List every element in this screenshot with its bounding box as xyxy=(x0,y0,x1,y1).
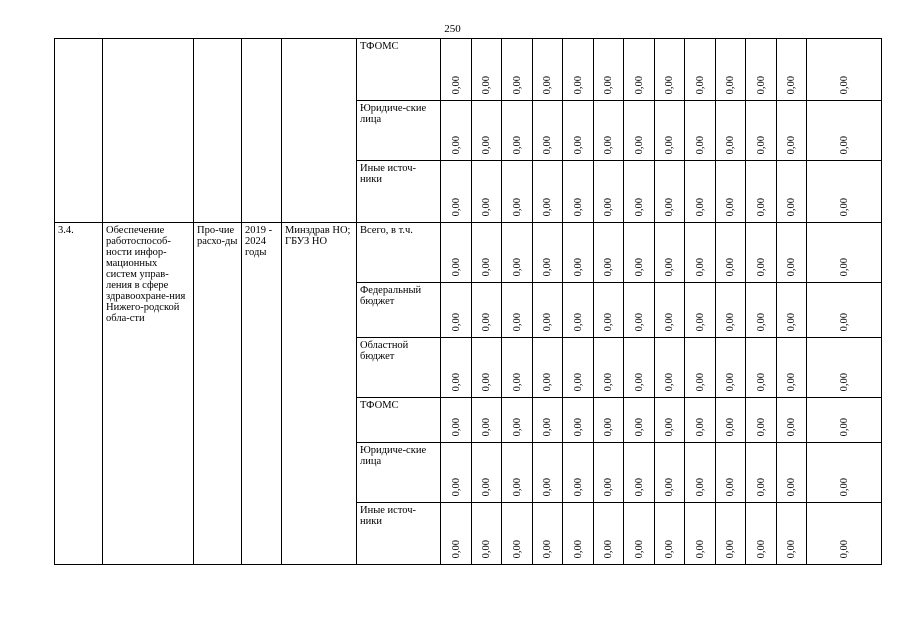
value-text: 0,00 xyxy=(664,539,675,558)
table-row xyxy=(55,39,882,101)
value-text: 0,00 xyxy=(542,417,553,436)
value-cell xyxy=(716,223,746,283)
source-cell: Федеральный бюджет xyxy=(357,283,441,338)
value-cell xyxy=(685,283,716,338)
value-text: 0,00 xyxy=(755,257,767,276)
value-text: 0,00 xyxy=(511,417,523,436)
value-text: 0,00 xyxy=(755,312,767,331)
value-cell xyxy=(472,39,502,101)
value-text: 0,00 xyxy=(481,75,492,94)
value-text: 0,00 xyxy=(725,417,736,436)
source-cell: ТФОМС xyxy=(357,398,441,443)
value-text: 0,00 xyxy=(603,75,614,94)
value-text: 0,00 xyxy=(572,477,584,496)
value-cell xyxy=(685,161,716,223)
value-text: 0,00 xyxy=(511,257,523,276)
value-cell xyxy=(502,223,533,283)
value-cell xyxy=(746,101,777,161)
value-cell xyxy=(472,101,502,161)
item-name-cell: Обеспечение работоспособ-ности инфор-мационных систем управ-ления в сфере здравоохране-ния Нижего-родской обла-сти xyxy=(103,223,194,565)
value-text: 0,00 xyxy=(450,477,462,496)
value-cell xyxy=(441,283,472,338)
value-text: 0,00 xyxy=(542,257,553,276)
value-text: 0,00 xyxy=(450,75,462,94)
value-text: 0,00 xyxy=(725,135,736,154)
value-cell xyxy=(533,101,563,161)
value-text: 0,00 xyxy=(572,539,584,558)
value-cell xyxy=(807,503,882,565)
continued-type-cell xyxy=(194,39,242,223)
value-cell xyxy=(777,223,807,283)
value-text: 0,00 xyxy=(755,477,767,496)
value-cell xyxy=(716,283,746,338)
value-text: 0,00 xyxy=(694,75,706,94)
value-text: 0,00 xyxy=(603,312,614,331)
continued-period-cell xyxy=(242,39,282,223)
value-cell xyxy=(594,443,624,503)
value-text: 0,00 xyxy=(572,417,584,436)
value-cell xyxy=(716,503,746,565)
value-cell xyxy=(594,161,624,223)
value-text: 0,00 xyxy=(838,372,850,391)
value-text: 0,00 xyxy=(633,477,645,496)
value-cell xyxy=(441,161,472,223)
value-cell xyxy=(502,398,533,443)
value-cell xyxy=(746,443,777,503)
continued-name-cell xyxy=(103,39,194,223)
value-cell xyxy=(563,223,594,283)
value-cell xyxy=(746,223,777,283)
value-cell xyxy=(533,223,563,283)
value-text: 0,00 xyxy=(664,417,675,436)
value-text: 0,00 xyxy=(664,477,675,496)
value-cell xyxy=(655,223,685,283)
value-text: 0,00 xyxy=(572,197,584,216)
value-text: 0,00 xyxy=(664,135,675,154)
value-text: 0,00 xyxy=(511,539,523,558)
value-text: 0,00 xyxy=(481,312,492,331)
value-text: 0,00 xyxy=(542,539,553,558)
value-text: 0,00 xyxy=(603,417,614,436)
value-cell xyxy=(777,398,807,443)
value-text: 0,00 xyxy=(838,417,850,436)
value-text: 0,00 xyxy=(633,539,645,558)
value-text: 0,00 xyxy=(603,197,614,216)
value-text: 0,00 xyxy=(694,477,706,496)
value-cell xyxy=(746,161,777,223)
value-text: 0,00 xyxy=(511,135,523,154)
value-cell xyxy=(746,338,777,398)
value-cell xyxy=(807,39,882,101)
value-cell xyxy=(655,39,685,101)
value-text: 0,00 xyxy=(838,75,850,94)
value-cell xyxy=(746,283,777,338)
value-cell xyxy=(716,39,746,101)
value-text: 0,00 xyxy=(694,417,706,436)
value-cell xyxy=(533,503,563,565)
value-cell xyxy=(533,398,563,443)
value-text: 0,00 xyxy=(542,477,553,496)
value-cell xyxy=(563,398,594,443)
value-text: 0,00 xyxy=(786,75,797,94)
value-text: 0,00 xyxy=(838,257,850,276)
value-text: 0,00 xyxy=(755,197,767,216)
value-cell xyxy=(563,283,594,338)
value-cell xyxy=(502,39,533,101)
value-text: 0,00 xyxy=(694,539,706,558)
value-cell xyxy=(746,503,777,565)
value-cell xyxy=(502,161,533,223)
value-text: 0,00 xyxy=(725,197,736,216)
value-text: 0,00 xyxy=(633,75,645,94)
value-text: 0,00 xyxy=(838,312,850,331)
value-cell xyxy=(472,443,502,503)
value-text: 0,00 xyxy=(572,372,584,391)
value-cell xyxy=(807,398,882,443)
value-text: 0,00 xyxy=(694,135,706,154)
value-cell xyxy=(472,283,502,338)
value-cell xyxy=(502,338,533,398)
source-cell: Всего, в т.ч. xyxy=(357,223,441,283)
value-text: 0,00 xyxy=(725,539,736,558)
value-cell xyxy=(716,161,746,223)
value-cell xyxy=(716,101,746,161)
value-text: 0,00 xyxy=(838,197,850,216)
value-cell xyxy=(807,338,882,398)
value-text: 0,00 xyxy=(481,257,492,276)
value-cell xyxy=(594,338,624,398)
value-text: 0,00 xyxy=(450,417,462,436)
value-cell xyxy=(563,443,594,503)
value-text: 0,00 xyxy=(838,539,850,558)
value-cell xyxy=(685,101,716,161)
value-text: 0,00 xyxy=(603,539,614,558)
value-text: 0,00 xyxy=(481,197,492,216)
value-text: 0,00 xyxy=(633,197,645,216)
value-cell xyxy=(441,398,472,443)
item-type-cell: Про-чие расхо-ды xyxy=(194,223,242,565)
value-cell xyxy=(685,223,716,283)
value-cell xyxy=(472,223,502,283)
value-cell xyxy=(594,101,624,161)
value-text: 0,00 xyxy=(694,197,706,216)
value-text: 0,00 xyxy=(633,257,645,276)
value-cell xyxy=(472,338,502,398)
value-text: 0,00 xyxy=(542,372,553,391)
value-cell xyxy=(716,338,746,398)
value-text: 0,00 xyxy=(450,135,462,154)
value-cell xyxy=(807,443,882,503)
value-text: 0,00 xyxy=(481,477,492,496)
value-text: 0,00 xyxy=(755,539,767,558)
value-cell xyxy=(655,398,685,443)
value-cell xyxy=(655,101,685,161)
value-text: 0,00 xyxy=(603,135,614,154)
value-text: 0,00 xyxy=(786,477,797,496)
value-text: 0,00 xyxy=(481,135,492,154)
value-cell xyxy=(807,223,882,283)
source-cell: Юридиче-ские лица xyxy=(357,101,441,161)
value-cell xyxy=(807,101,882,161)
value-text: 0,00 xyxy=(838,477,850,496)
value-cell xyxy=(624,101,655,161)
value-cell xyxy=(563,161,594,223)
item-number-cell: 3.4. xyxy=(55,223,103,565)
value-cell xyxy=(777,101,807,161)
value-cell xyxy=(685,443,716,503)
value-text: 0,00 xyxy=(725,372,736,391)
value-text: 0,00 xyxy=(572,312,584,331)
value-cell xyxy=(624,161,655,223)
value-text: 0,00 xyxy=(786,257,797,276)
value-text: 0,00 xyxy=(786,197,797,216)
value-text: 0,00 xyxy=(572,257,584,276)
value-cell xyxy=(502,503,533,565)
value-text: 0,00 xyxy=(786,539,797,558)
value-text: 0,00 xyxy=(755,75,767,94)
value-text: 0,00 xyxy=(664,257,675,276)
value-text: 0,00 xyxy=(450,257,462,276)
value-cell xyxy=(502,283,533,338)
value-cell xyxy=(594,398,624,443)
value-text: 0,00 xyxy=(755,417,767,436)
value-cell xyxy=(533,283,563,338)
value-text: 0,00 xyxy=(511,197,523,216)
value-cell xyxy=(716,443,746,503)
value-text: 0,00 xyxy=(481,372,492,391)
value-cell xyxy=(655,443,685,503)
value-text: 0,00 xyxy=(664,372,675,391)
source-cell: Иные источ-ники xyxy=(357,503,441,565)
value-text: 0,00 xyxy=(511,477,523,496)
value-cell xyxy=(563,503,594,565)
value-cell xyxy=(441,443,472,503)
value-cell xyxy=(441,101,472,161)
value-cell xyxy=(441,503,472,565)
value-text: 0,00 xyxy=(603,372,614,391)
value-cell xyxy=(777,338,807,398)
value-cell xyxy=(624,338,655,398)
value-text: 0,00 xyxy=(755,372,767,391)
value-text: 0,00 xyxy=(755,135,767,154)
value-cell xyxy=(624,39,655,101)
value-text: 0,00 xyxy=(450,312,462,331)
value-cell xyxy=(777,443,807,503)
table-row xyxy=(55,223,882,283)
item-executor-cell: Минздрав НО; ГБУЗ НО xyxy=(282,223,357,565)
value-text: 0,00 xyxy=(603,477,614,496)
value-text: 0,00 xyxy=(664,312,675,331)
value-text: 0,00 xyxy=(725,75,736,94)
value-cell xyxy=(655,338,685,398)
value-text: 0,00 xyxy=(481,539,492,558)
value-cell xyxy=(655,503,685,565)
value-cell xyxy=(533,443,563,503)
source-cell: Иные источ-ники xyxy=(357,161,441,223)
value-cell xyxy=(594,39,624,101)
value-cell xyxy=(563,338,594,398)
value-cell xyxy=(594,223,624,283)
value-text: 0,00 xyxy=(603,257,614,276)
value-text: 0,00 xyxy=(511,75,523,94)
value-cell xyxy=(533,39,563,101)
value-text: 0,00 xyxy=(572,75,584,94)
value-text: 0,00 xyxy=(633,135,645,154)
value-text: 0,00 xyxy=(725,477,736,496)
value-text: 0,00 xyxy=(725,312,736,331)
value-text: 0,00 xyxy=(511,312,523,331)
value-cell xyxy=(777,283,807,338)
value-text: 0,00 xyxy=(786,135,797,154)
value-text: 0,00 xyxy=(633,372,645,391)
value-text: 0,00 xyxy=(633,417,645,436)
budget-table xyxy=(54,38,882,565)
value-cell xyxy=(502,443,533,503)
value-cell xyxy=(624,283,655,338)
value-text: 0,00 xyxy=(786,417,797,436)
value-text: 0,00 xyxy=(481,417,492,436)
value-cell xyxy=(441,338,472,398)
value-cell xyxy=(685,39,716,101)
value-cell xyxy=(441,223,472,283)
value-text: 0,00 xyxy=(786,372,797,391)
value-cell xyxy=(441,39,472,101)
value-cell xyxy=(594,283,624,338)
value-text: 0,00 xyxy=(542,312,553,331)
value-text: 0,00 xyxy=(786,312,797,331)
value-cell xyxy=(533,161,563,223)
value-text: 0,00 xyxy=(694,257,706,276)
value-text: 0,00 xyxy=(450,197,462,216)
value-cell xyxy=(655,161,685,223)
value-cell xyxy=(472,161,502,223)
value-text: 0,00 xyxy=(450,372,462,391)
value-cell xyxy=(563,101,594,161)
value-cell xyxy=(716,398,746,443)
value-cell xyxy=(624,443,655,503)
value-cell xyxy=(624,223,655,283)
value-text: 0,00 xyxy=(725,257,736,276)
value-cell xyxy=(472,503,502,565)
value-text: 0,00 xyxy=(542,197,553,216)
value-cell xyxy=(624,503,655,565)
value-cell xyxy=(502,101,533,161)
value-cell xyxy=(655,283,685,338)
value-text: 0,00 xyxy=(542,135,553,154)
value-cell xyxy=(807,161,882,223)
continued-executor-cell xyxy=(282,39,357,223)
source-cell: Юридиче-ские лица xyxy=(357,443,441,503)
value-text: 0,00 xyxy=(694,312,706,331)
value-cell xyxy=(777,503,807,565)
value-text: 0,00 xyxy=(572,135,584,154)
value-cell xyxy=(777,39,807,101)
value-text: 0,00 xyxy=(694,372,706,391)
value-cell xyxy=(685,503,716,565)
value-cell xyxy=(777,161,807,223)
value-cell xyxy=(472,398,502,443)
value-text: 0,00 xyxy=(542,75,553,94)
value-cell xyxy=(807,283,882,338)
item-period-cell: 2019 - 2024 годы xyxy=(242,223,282,565)
value-text: 0,00 xyxy=(664,75,675,94)
value-text: 0,00 xyxy=(664,197,675,216)
value-cell xyxy=(746,39,777,101)
value-text: 0,00 xyxy=(633,312,645,331)
source-cell: Областной бюджет xyxy=(357,338,441,398)
continued-number-cell xyxy=(55,39,103,223)
value-cell xyxy=(746,398,777,443)
value-cell xyxy=(594,503,624,565)
value-cell xyxy=(624,398,655,443)
page-number: 250 xyxy=(444,23,461,35)
value-text: 0,00 xyxy=(450,539,462,558)
value-text: 0,00 xyxy=(838,135,850,154)
value-cell xyxy=(533,338,563,398)
value-cell xyxy=(685,338,716,398)
value-cell xyxy=(685,398,716,443)
source-cell: ТФОМС xyxy=(357,39,441,101)
value-text: 0,00 xyxy=(511,372,523,391)
value-cell xyxy=(563,39,594,101)
